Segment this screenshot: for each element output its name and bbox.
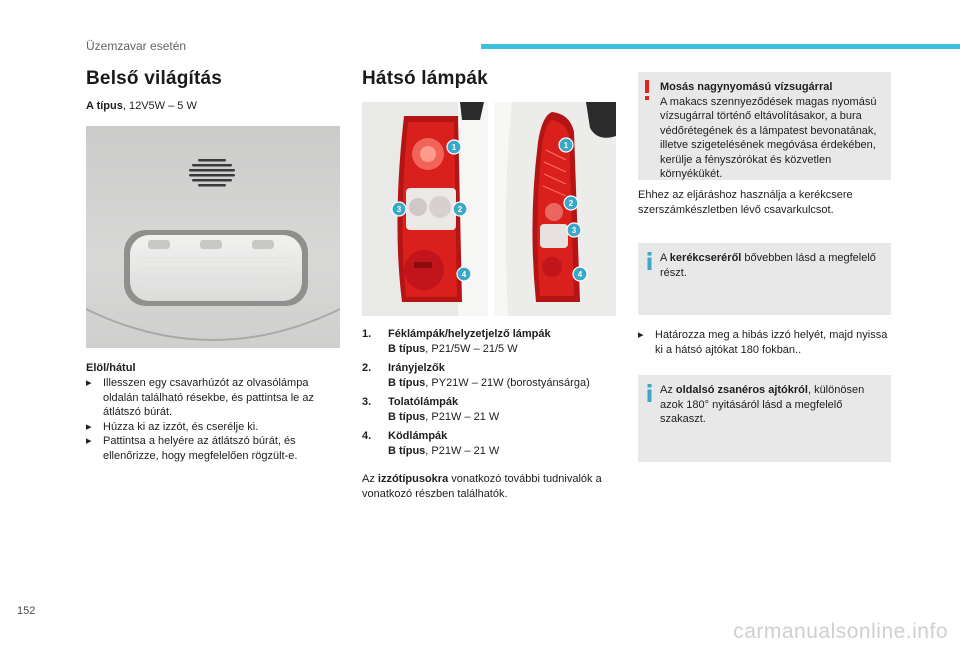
step-item: ▸ Pattintsa a helyére az átlátszó búrát, és ellenőrizze, hogy megfelelően rögzült-e. [86,435,298,462]
bulb-types-link-text: izzótípusokra [377,473,449,485]
callout-2: 2 [568,199,574,208]
section-label: Üzemzavar esetén [86,39,187,53]
list-item: 3. Tolatólámpák B típus, P21W – 21 W [362,396,500,423]
rear-lamp-photo-right [494,102,616,316]
rear-lamps-title: Hátsó lámpák [362,68,488,89]
warning-icon [644,80,650,100]
type-label: A típus [86,100,123,112]
interior-bulb-type [86,100,197,112]
info-icon [647,384,652,402]
callout-3: 3 [571,226,577,235]
callout-1: 1 [563,141,569,150]
warning-text: A makacs szennyeződések magas nyomású vízsugárral történő eltávolításakor, a bura védőrétegének és a lámpatest bevonatának, illetve szigetelésének megóvása érdekében, kerülje a fényszórókat és közvetlen környékükét. [660,95,877,180]
info-box-side-doors: Az oldalsó zsanéros ajtókról, különösen azok 180° nyitásáról lásd a megfelelő szakaszt. [638,375,891,462]
callout-1: 1 [451,143,457,152]
interior-steps [86,376,340,463]
interior-lamp-photo [86,126,340,348]
list-item: 2. Irányjelzők B típus, PY21W – 21W (borostyánsárga) [362,362,590,389]
info-box-wheel-change: A kerékcseréről bővebben lásd a megfelelő részt. [638,243,891,315]
warning-box [638,72,891,180]
rear-lamp-list [362,327,622,463]
rear-lamp-photo-left [362,102,488,316]
type-value: , 12V5W – 5 W [122,100,197,112]
step-item: ▸ Húzza ki az izzót, és cserélje ki. [86,420,259,433]
callout-4: 4 [577,270,583,279]
callout-2: 2 [457,205,463,214]
info-icon [647,252,652,270]
page-number: 152 [17,605,36,617]
locate-bulb-step: ▸ Határozza meg a hibás izzó helyét, majd nyissa ki a hátsó ajtókat 180 fokban.. [638,329,888,356]
list-item: 1. Féklámpák/helyzetjelző lámpák B típus, P21/5W – 21/5 W [362,328,551,355]
interior-lighting-title: Belső világítás [86,68,223,89]
wheel-change-link-text: kerékcseréről [669,252,742,264]
callout-4: 4 [461,270,467,279]
front-rear-label: Elöl/hátul [86,362,136,374]
warning-title: Mosás nagynyomású vízsugárral [660,81,833,93]
procedure-text: Ehhez az eljáráshoz használja a kerékcsere szerszámkészletben lévő csavarkulcsot. [638,189,853,216]
step-item: ▸ Illesszen egy csavarhúzót az olvasólámpa oldalán található résekbe, és pattintsa le az átlátszó búrát. [86,377,314,418]
header-accent-bar [481,44,960,49]
list-item: 4. Ködlámpák B típus, P21W – 21 W [362,430,500,457]
callout-3: 3 [396,205,402,214]
side-doors-link-text: oldalsó zsanéros ajtókról [675,384,808,396]
bulb-types-note: Az izzótípusokra vonatkozó további tudnivalók a vonatkozó részben találhatók. [362,473,602,500]
watermark: carmanualsonline.info [733,620,948,643]
